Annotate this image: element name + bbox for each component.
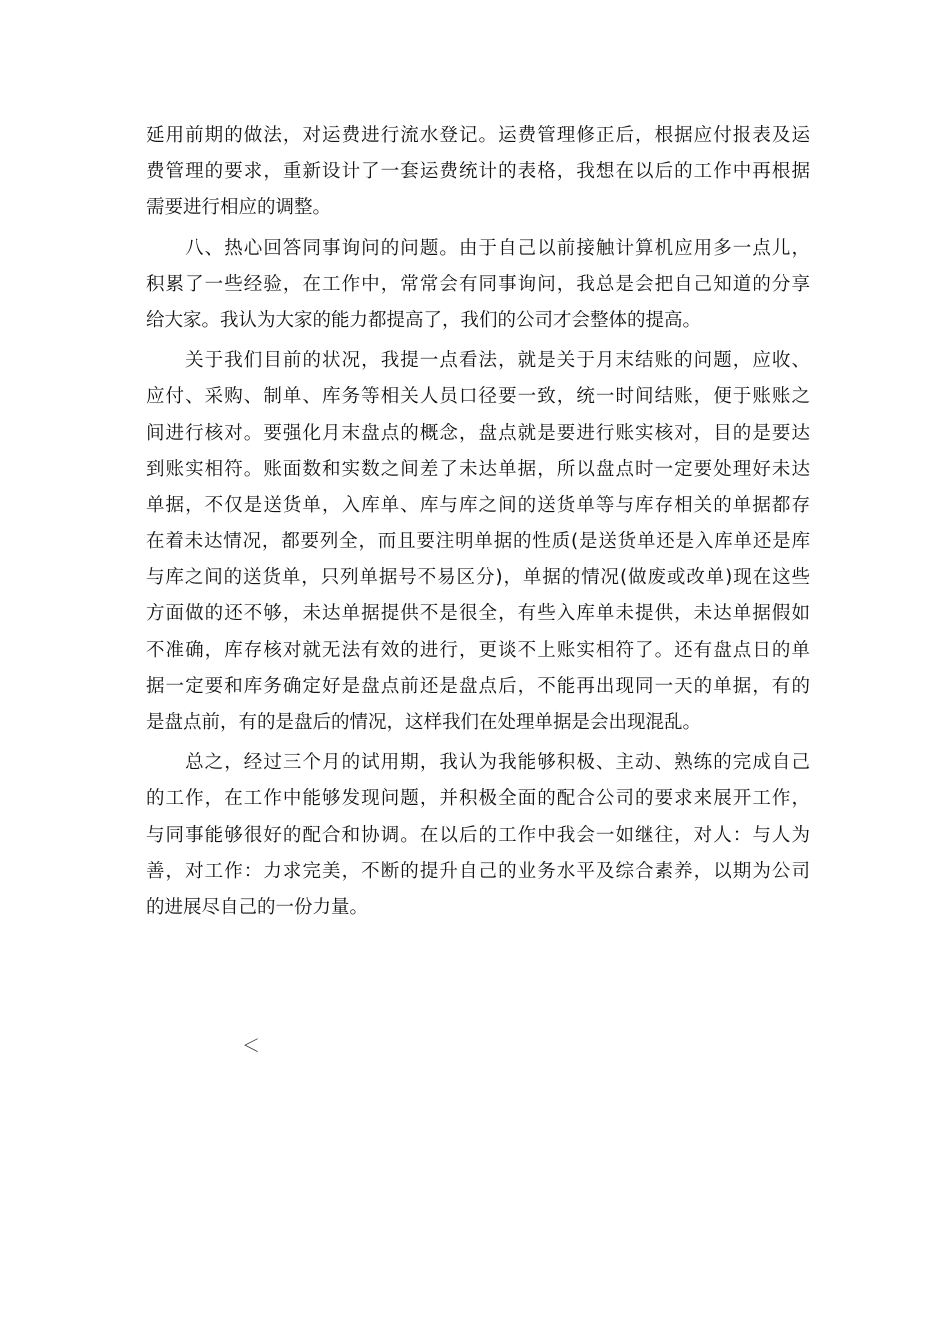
text-line: 积累了一些经验，在工作中，常常会有同事询问，我总是会把自己知道的分享 — [146, 273, 810, 295]
paragraph — [146, 745, 810, 926]
paragraph — [146, 231, 810, 340]
text-line: 费管理的要求，重新设计了一套运费统计的表格，我想在以后的工作中再根据 — [146, 161, 810, 183]
text-line: 据一定要和库务确定好是盘点前还是盘点后，不能再出现同一天的单据，有的 — [146, 675, 810, 697]
text-line: 八、热心回答同事询问的问题。由于自己以前接触计算机应用多一点儿， — [146, 237, 810, 259]
text-line: 的工作，在工作中能够发现问题，并积极全面的配合公司的要求来展开工作， — [146, 788, 810, 810]
stray-mark: ＜ — [242, 1036, 260, 1057]
text-line: 与库之间的送货单，只列单据号不易区分)，单据的情况(做废或改单)现在这些 — [146, 567, 810, 589]
text-line: 的进展尽自己的一份力量。 — [146, 896, 369, 918]
paragraph — [146, 118, 810, 227]
text-line: 应付、采购、制单、库务等相关人员口径要一致，统一时间结账，便于账账之 — [146, 386, 810, 408]
document-body — [146, 118, 810, 926]
text-line: 单据，不仅是送货单，入库单、库与库之间的送货单等与库存相关的单据都存 — [146, 494, 810, 516]
text-line: 给大家。我认为大家的能力都提高了，我们的公司才会整体的提高。 — [146, 309, 702, 331]
text-line: 与同事能够很好的配合和协调。在以后的工作中我会一如继往，对人：与人为 — [146, 824, 810, 846]
text-line: 是盘点前，有的是盘后的情况，这样我们在处理单据是会出现混乱。 — [146, 712, 702, 733]
paragraph — [146, 343, 810, 741]
text-line: 在着未达情况，都要列全，而且要注明单据的性质(是送货单还是入库单还是库 — [146, 531, 810, 553]
text-line: 善，对工作：力求完美，不断的提升自己的业务水平及综合素养，以期为公司 — [146, 860, 810, 882]
text-line: 到账实相符。账面数和实数之间差了未达单据，所以盘点时一定要处理好未达 — [146, 458, 810, 480]
text-line: 不准确，库存核对就无法有效的进行，更谈不上账实相符了。还有盘点日的单 — [146, 639, 810, 661]
text-line: 延用前期的做法，对运费进行流水登记。运费管理修正后，根据应付报表及运 — [146, 125, 810, 146]
text-line: 间进行核对。要强化月末盘点的概念，盘点就是要进行账实核对，目的是要达 — [146, 422, 810, 444]
text-line: 总之，经过三个月的试用期，我认为我能够积极、主动、熟练的完成自己 — [146, 752, 810, 774]
text-line: 需要进行相应的调整。 — [146, 197, 332, 219]
text-line: 关于我们目前的状况，我提一点看法，就是关于月末结账的问题，应收、 — [146, 350, 810, 372]
text-line: 方面做的还不够，未达单据提供不是很全，有些入库单未提供，未达单据假如 — [146, 603, 810, 625]
